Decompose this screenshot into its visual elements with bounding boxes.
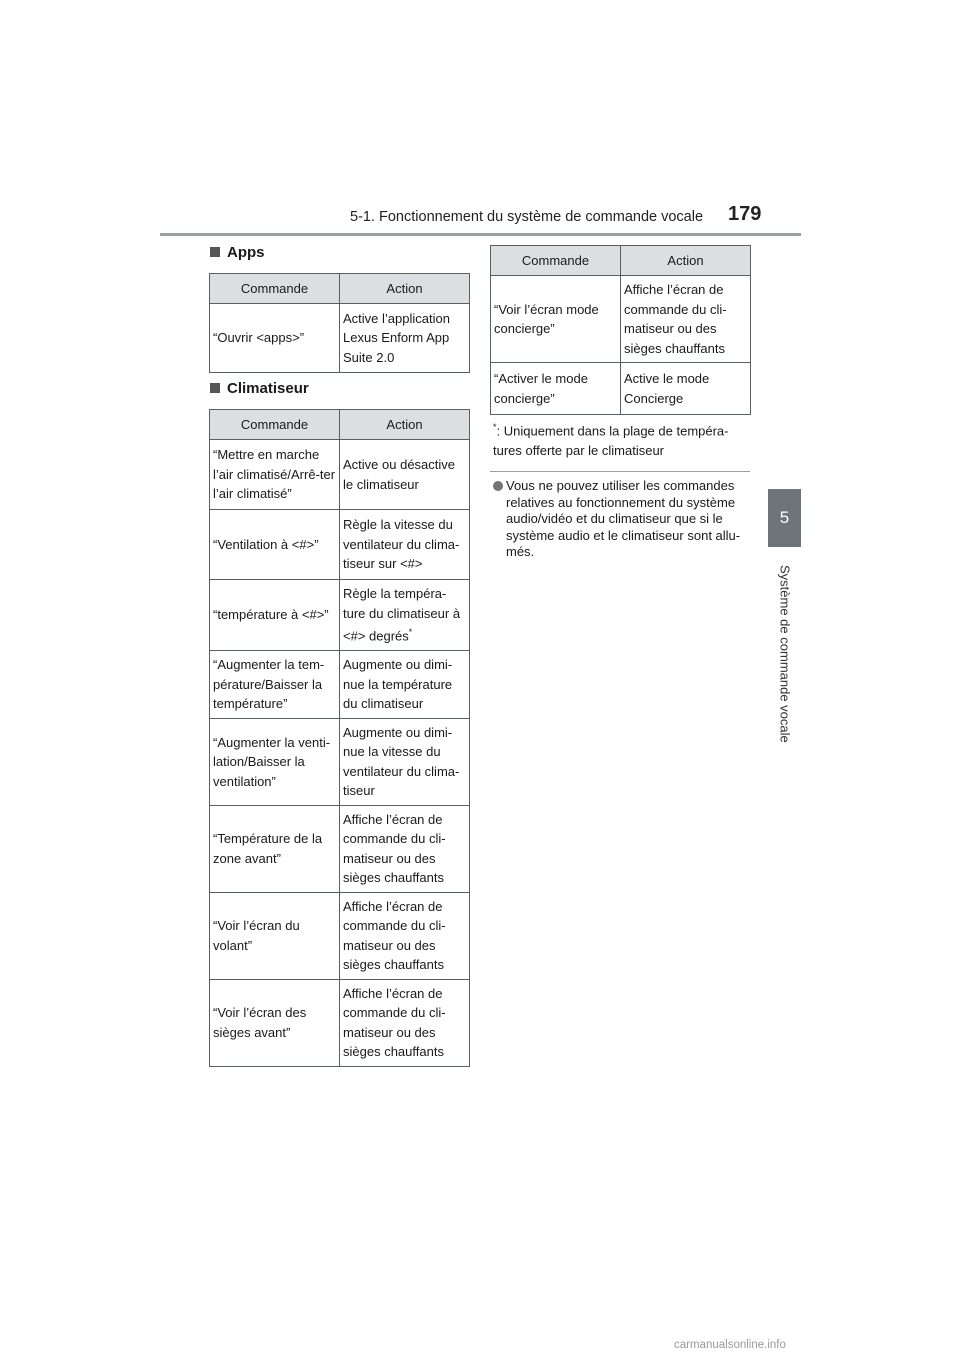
- action-text: Règle la tempéra-ture du climatiseur à <#> degrés: [343, 586, 461, 644]
- action-cell: Règle la vitesse du ventilateur du clima-tiseur sur <#>: [340, 510, 470, 580]
- column-header-command: Commande: [210, 274, 340, 304]
- command-cell: “Augmenter la tem-pérature/Baisser la température”: [210, 650, 340, 718]
- footnote-marker: *: [408, 627, 413, 637]
- table-row: [210, 979, 470, 1066]
- table-row: [210, 805, 470, 892]
- page-number: 179: [728, 203, 762, 225]
- column-header-action: Action: [621, 246, 751, 276]
- column-header-action: Action: [340, 410, 470, 440]
- table-row: [210, 718, 470, 805]
- command-cell: “Température de la zone avant”: [210, 805, 340, 892]
- command-cell: “Ouvrir <apps>”: [210, 304, 340, 373]
- column-header-command: Commande: [491, 246, 621, 276]
- command-cell: “Voir l’écran mode concierge”: [491, 276, 621, 363]
- table-row: [210, 510, 470, 580]
- table-row: [210, 304, 470, 373]
- action-cell: Augmente ou dimi-nue la température du climatiseur: [340, 650, 470, 718]
- header-divider: [160, 233, 801, 236]
- command-cell: “Voir l’écran du volant”: [210, 892, 340, 979]
- climatiseur-table-continued: [490, 245, 751, 415]
- column-header-action: Action: [340, 274, 470, 304]
- apps-heading: [210, 244, 265, 261]
- note-text: Vous ne pouvez utiliser les commandes relatives au fonctionnement du système audio/vidéo et du climatiseur que si le système audio et le climatiseur sont allu-més.: [506, 478, 741, 559]
- footnote: [493, 418, 749, 460]
- command-cell: “Mettre en marche l’air climatisé/Arrê-ter l’air climatisé”: [210, 440, 340, 510]
- note-divider: [490, 471, 750, 472]
- action-cell: Active ou désactive le climatiseur: [340, 440, 470, 510]
- footnote-marker: *: [493, 422, 497, 432]
- action-cell: Active l’application Lexus Enform App Suite 2.0: [340, 304, 470, 373]
- action-cell: Affiche l’écran de commande du cli-matiseur ou des sièges chauffants: [340, 979, 470, 1066]
- table-row: [210, 650, 470, 718]
- climatiseur-heading: [210, 380, 309, 397]
- note-item: [493, 478, 751, 561]
- command-cell: “Augmenter la venti-lation/Baisser la ventilation”: [210, 718, 340, 805]
- command-cell: “Ventilation à <#>”: [210, 510, 340, 580]
- command-cell: “température à <#>”: [210, 580, 340, 651]
- square-bullet-icon: [210, 383, 220, 393]
- chapter-tab: 5: [768, 489, 801, 547]
- chapter-tab-label: Système de commande vocale: [777, 565, 793, 743]
- table-row: [491, 276, 751, 363]
- table-row: [491, 363, 751, 415]
- action-cell: [340, 580, 470, 651]
- command-cell: “Voir l’écran des sièges avant”: [210, 979, 340, 1066]
- action-cell: Affiche l’écran de commande du cli-matiseur ou des sièges chauffants: [340, 892, 470, 979]
- action-cell: Affiche l’écran de commande du cli-matiseur ou des sièges chauffants: [340, 805, 470, 892]
- climatiseur-heading-label: Climatiseur: [227, 380, 309, 397]
- table-row: [210, 580, 470, 651]
- apps-table: [209, 273, 470, 373]
- table-row: [210, 440, 470, 510]
- section-title: 5-1. Fonctionnement du système de commande vocale: [350, 209, 704, 225]
- action-cell: Augmente ou dimi-nue la vitesse du ventilateur du clima-tiseur: [340, 718, 470, 805]
- climatiseur-table: [209, 409, 470, 1067]
- command-cell: “Activer le mode concierge”: [491, 363, 621, 415]
- watermark: carmanualsonline.info: [674, 1339, 786, 1351]
- table-row: [210, 892, 470, 979]
- action-cell: Affiche l’écran de commande du cli-matiseur ou des sièges chauffants: [621, 276, 751, 363]
- round-bullet-icon: [493, 481, 503, 491]
- footnote-text: : Uniquement dans la plage de tempéra-tures offerte par le climatiseur: [493, 423, 729, 458]
- column-header-command: Commande: [210, 410, 340, 440]
- square-bullet-icon: [210, 247, 220, 257]
- apps-heading-label: Apps: [227, 244, 265, 261]
- action-cell: Active le mode Concierge: [621, 363, 751, 415]
